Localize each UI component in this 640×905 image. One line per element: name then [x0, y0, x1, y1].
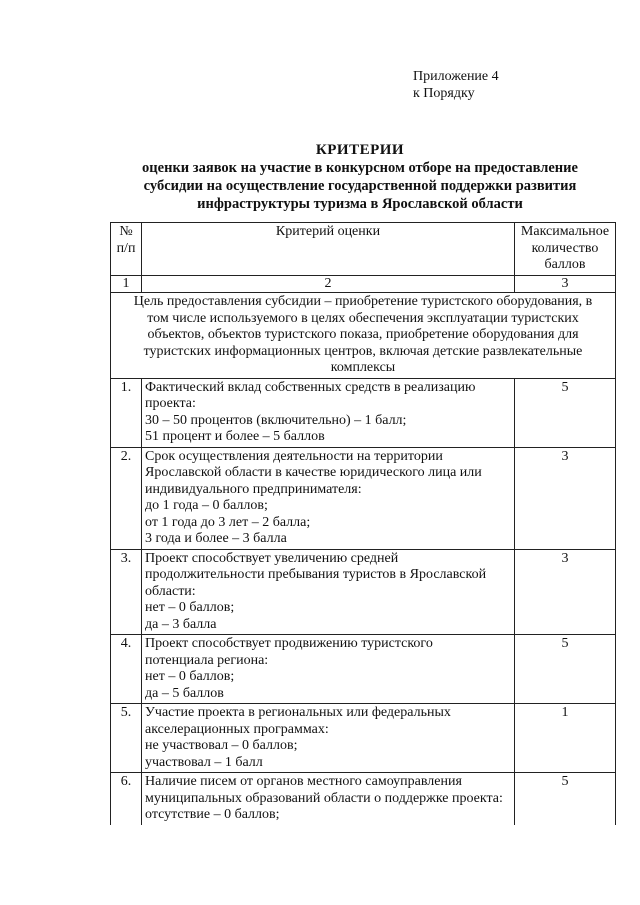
criterion-row-6	[111, 773, 616, 825]
criterion-line: проекта:	[145, 396, 196, 411]
criterion-line: нет – 0 баллов;	[145, 669, 235, 684]
criterion-line: области:	[145, 583, 196, 599]
header-max-line-3: баллов	[544, 257, 586, 272]
document-title	[100, 141, 620, 213]
criterion-line: Проект способствует продвижению туристского	[145, 636, 433, 651]
appendix-line-1: Приложение 4	[413, 69, 499, 84]
row-number: 2.	[111, 447, 142, 549]
table-header-row	[111, 223, 616, 276]
column-number-2: 2	[142, 275, 515, 293]
row-number: 4.	[111, 635, 142, 704]
appendix-reference	[413, 68, 499, 102]
max-points: 3	[515, 549, 616, 635]
criterion-line: Проект способствует увеличению средней	[145, 550, 399, 566]
header-number-abbr: п/п	[116, 240, 136, 256]
criterion-line: 30 – 50 процентов (включительно) – 1 балл;	[145, 412, 407, 428]
row-number: 3.	[111, 549, 142, 635]
row-number: 5.	[111, 704, 142, 773]
criterion-line: 51 процент и более – 5 баллов	[145, 429, 325, 444]
criterion-line: потенциала региона:	[145, 652, 269, 668]
header-max-line-2: количество	[531, 240, 599, 256]
header-number	[111, 223, 142, 276]
max-points: 5	[515, 773, 616, 825]
criterion-row-4	[111, 635, 616, 704]
title-line-2: субсидии на осуществление государственной поддержки развития	[143, 178, 577, 194]
criterion-line: отсутствие – 0 баллов;	[145, 807, 280, 822]
goal-row	[111, 293, 616, 379]
column-number-1: 1	[111, 275, 142, 293]
criterion-line: Наличие писем от органов местного самоуправления	[145, 774, 462, 789]
max-points: 5	[515, 635, 616, 704]
criterion-line: муниципальных образований области о поддержке проекта:	[145, 790, 503, 806]
goal-line: Цель предоставления субсидии – приобретение туристского оборудования, в	[133, 294, 593, 309]
criterion-text	[142, 549, 515, 635]
goal-line: том числе используемого в целях обеспечения эксплуатации туристских	[147, 310, 579, 326]
criterion-line: да – 3 балла	[145, 616, 217, 632]
title-heading: КРИТЕРИИ	[315, 142, 405, 158]
criterion-line: да – 5 баллов	[145, 685, 224, 701]
goal-line: комплексы	[330, 360, 396, 375]
criterion-line: Ярославской области в качестве юридического лица или	[145, 465, 482, 480]
criterion-line: Срок осуществления деятельности на территории	[145, 448, 443, 464]
criterion-row-2	[111, 447, 616, 549]
criterion-line: участвовал – 1 балл	[145, 754, 263, 770]
row-number: 1.	[111, 378, 142, 447]
criterion-line: 3 года и более – 3 балла	[145, 531, 287, 546]
header-criterion: Критерий оценки	[142, 223, 515, 276]
header-max-line-1: Максимальное	[520, 224, 610, 239]
criterion-row-3	[111, 549, 616, 635]
column-number-3: 3	[515, 275, 616, 293]
criterion-line: продолжительности пребывания туристов в Ярославской	[145, 567, 487, 582]
criterion-text	[142, 378, 515, 447]
max-points: 3	[515, 447, 616, 549]
criterion-line: от 1 года до 3 лет – 2 балла;	[145, 514, 311, 530]
criterion-row-1	[111, 378, 616, 447]
max-points: 1	[515, 704, 616, 773]
goal-line: объектов, объектов туристского показа, приобретение оборудования для	[147, 327, 579, 342]
criterion-line: Участие проекта в региональных или федеральных	[145, 705, 451, 720]
max-points: 5	[515, 378, 616, 447]
column-number-row	[111, 275, 616, 293]
criterion-row-5	[111, 704, 616, 773]
header-max-points	[515, 223, 616, 276]
title-line-1: оценки заявок на участие в конкурсном отборе на предоставление	[142, 160, 578, 176]
goal-text	[111, 293, 616, 379]
criterion-line: акселерационных программах:	[145, 721, 329, 737]
title-line-3: инфраструктуры туризма в Ярославской области	[197, 196, 523, 212]
header-number-sign: №	[119, 224, 133, 239]
criterion-line: нет – 0 баллов;	[145, 600, 235, 615]
criteria-table	[110, 222, 616, 825]
row-number: 6.	[111, 773, 142, 825]
criterion-text	[142, 773, 515, 825]
criterion-text	[142, 704, 515, 773]
criterion-line: Фактический вклад собственных средств в реализацию	[145, 379, 476, 395]
criterion-text	[142, 447, 515, 549]
goal-line: туристских информационных центров, включая детские развлекательные	[143, 343, 583, 359]
appendix-line-2: к Порядку	[413, 86, 475, 101]
criterion-line: до 1 года – 0 баллов;	[145, 498, 268, 513]
criterion-text	[142, 635, 515, 704]
criterion-line: индивидуального предпринимателя:	[145, 481, 362, 497]
criterion-line: не участвовал – 0 баллов;	[145, 738, 298, 753]
